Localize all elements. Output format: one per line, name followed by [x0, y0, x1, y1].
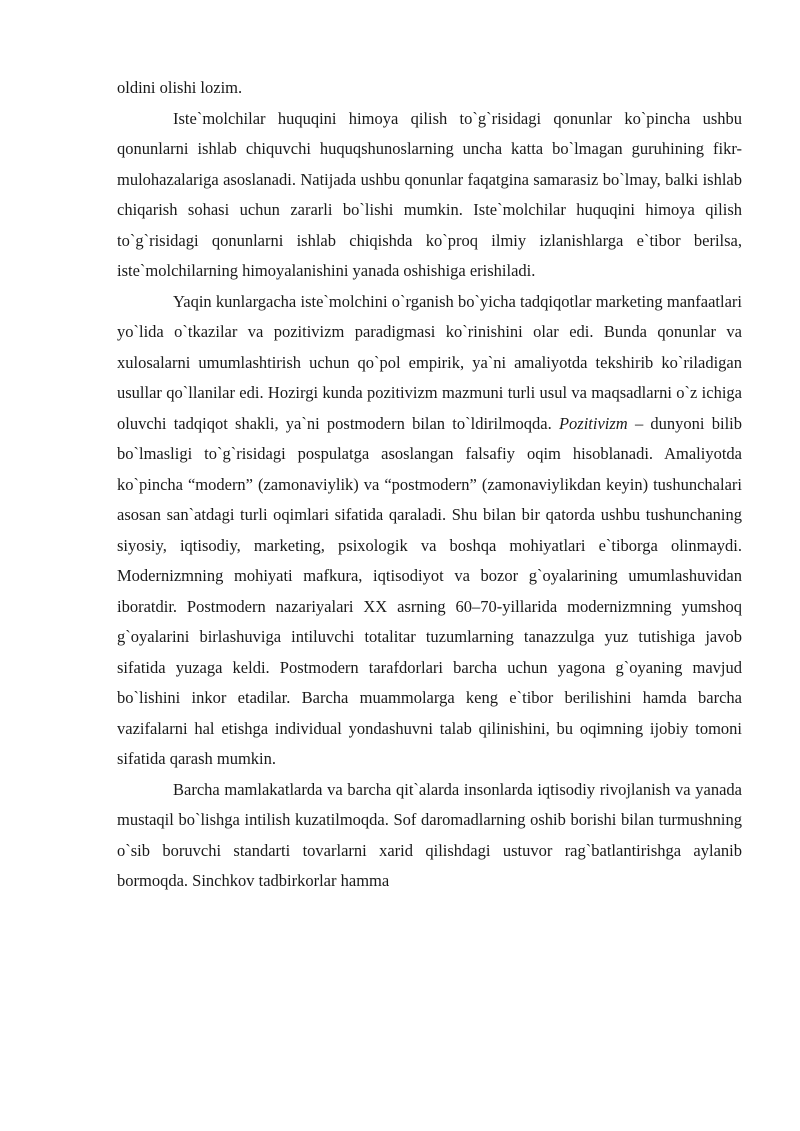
paragraph-continuation: oldini olishi lozim. — [117, 78, 243, 97]
paragraph-economic-development: Barcha mamlakatlarda va barcha qit`alarda insonlarda iqtisodiy rivojlanish va yanada mustaqil bo`lishga intilish kuzatilmoqda. Sof daromadlarning oshib borishi bilan turmushning o`sib boruvchi standarti tovarlarni xarid qilishdagi ustuvor rag`batlantirishga aylanib bormoqda. Sinchkov tadbirkorlar hamma — [117, 779, 742, 890]
paragraph-consumer-protection-laws: Iste`molchilar huquqini himoya qilish to`g`risidagi qonunlar ko`pincha ushbu qonunlarni ishlab chiquvchi huquqshunoslarning uncha katta bo`lmagan guruhining fikr-mulohazalariga asoslanadi. Natijada ushbu qonunlar faqatgina samarasiz bo`lmay, balki ishlab chiqarish sohasi uchun zararli bo`lishi mumkin. Iste`molchilar huquqini himoya qilish to`g`risidagi qonunlarni ishlab chiqishda ko`proq ilmiy izlanishlarga e`tibor berilsa, iste`molchilarning himoyalanishini yanada oshishiga erishiladi. — [117, 108, 742, 280]
paragraph-text-after-term: – dunyoni bilib bo`lmasligi to`g`risidagi pospulatga asoslangan falsafiy oqim hisoblanadi. Amaliyotda ko`pincha “modern” (zamonaviylik) va “postmodern” (zamonaviylikdan keyin) tushunchalari asosan san`atdagi turli oqimlari sifatida qaraladi. Shu bilan bir qatorda ushbu tushunchaning siyosiy, iqtisodiy, marketing, psixologik va boshqa mohiyatlari e`tiborga olinmaydi. Modernizmning mohiyati mafkura, iqtisodiyot va bozor g`oyalarining umumlashuvidan iboratdir. Postmodern nazariyalari XX asrning 60–70-yillarida modernizmning yumshoq g`oyalarini birlashuviga intiluvchi totalitar tuzumlarning tanazzulga yuz tutishiga javob sifatida yuzaga keldi. Postmodern tarafdorlari barcha uchun yagona g`oyaning mavjud bo`lishini inkor etadilar. Barcha muammolarga keng e`tibor berilishini hamda barcha vazifalarni hal etishga individual yondashuvni talab qilinishini, bu oqimning ijobiy tomoni sifatida qarash mumkin. — [117, 413, 742, 768]
document-body — [117, 73, 742, 897]
term-positivism: Pozitivizm — [558, 413, 628, 433]
paragraph-text-before-term: Yaqin kunlargacha iste`molchini o`rganish bo`yicha tadqiqotlar marketing manfaatlari yo`lida o`tkazilar va pozitivizm paradigmasi ko`rinishini olar edi. Bunda qonunlar va xulosalarni umumlashtirish uchun qo`pol empirik, ya`ni amaliyotda tekshirib ko`riladigan usullar qo`llanilar edi. Hozirgi kunda pozitivizm mazmuni turli usul va maqsadlarni o`z ichiga oluvchi tadqiqot shakli, ya`ni postmodern bilan to`ldirilmoqda. — [117, 291, 742, 433]
paragraph-positivism-postmodern — [117, 287, 742, 775]
